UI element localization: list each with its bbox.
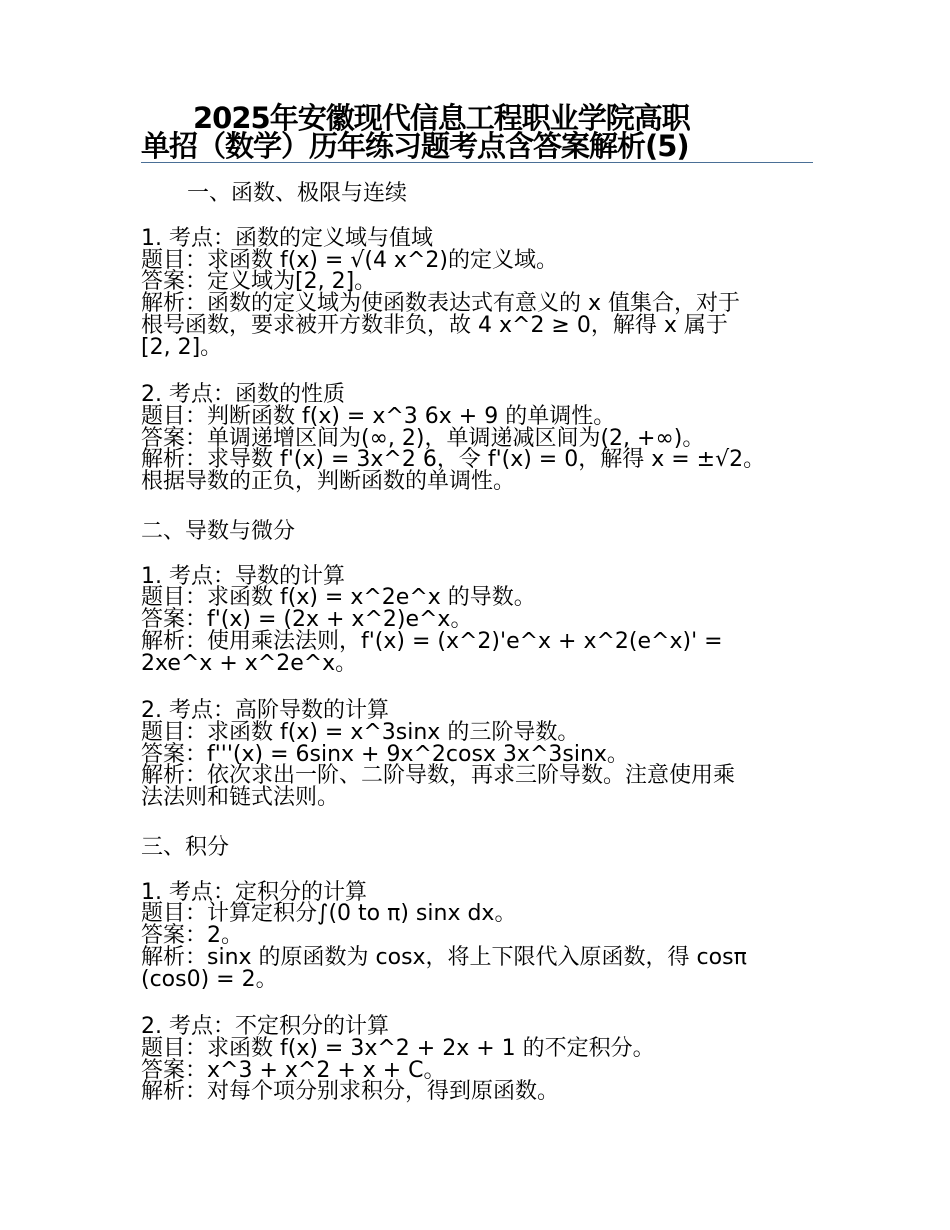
question-block — [141, 1016, 813, 1103]
section-heading-integrals: 三、积分 — [141, 834, 230, 860]
analysis-line: (cos0) = 2。 — [141, 966, 278, 992]
question-block — [141, 228, 813, 358]
topic-line: 2. 考点：函数的性质 — [141, 382, 345, 408]
answer-line: 答案：x^3 + x^2 + x + C。 — [141, 1057, 446, 1083]
topic-line: 2. 考点：高阶导数的计算 — [141, 698, 389, 724]
answer-line: 答案：f'''(x) = 6sinx + 9x^2cosx 3x^3sinx。 — [141, 741, 629, 767]
document-title — [141, 101, 813, 163]
question-block — [141, 563, 813, 676]
analysis-line: 解析：sinx 的原函数为 cosx，将上下限代入原函数，得 cosπ — [141, 944, 747, 970]
document-page — [141, 101, 813, 1129]
answer-line: 答案：定义域为[2, 2]。 — [141, 269, 377, 295]
question-block — [141, 879, 813, 992]
analysis-line: 解析：使用乘法法则，f'(x) = (x^2)'e^x + x^2(e^x)' = — [141, 628, 723, 654]
question-line: 题目：求函数 f(x) = x^3sinx 的三阶导数。 — [141, 719, 580, 745]
analysis-line: 根号函数，要求被开方数非负，故 4 x^2 ≥ 0，解得 x 属于 — [141, 312, 728, 338]
analysis-line: [2, 2]。 — [141, 334, 223, 360]
analysis-line: 根据导数的正负，判断函数的单调性。 — [141, 469, 516, 495]
section-heading-derivatives: 二、导数与微分 — [141, 518, 296, 544]
topic-line: 1. 考点：导数的计算 — [141, 563, 345, 589]
title-line-1: 2025年安徽现代信息工程职业学院高职 — [193, 101, 690, 135]
question-block — [141, 384, 813, 493]
question-block — [141, 700, 813, 809]
section-heading-functions: 一、函数、极限与连续 — [187, 181, 408, 206]
analysis-line: 解析：依次求出一阶、二阶导数，再求三阶导数。注意使用乘 — [141, 763, 736, 789]
analysis-line: 法法则和链式法则。 — [141, 785, 340, 811]
answer-line: 答案：f'(x) = (2x + x^2)e^x。 — [141, 607, 473, 633]
question-line: 题目：求函数 f(x) = √(4 x^2)的定义域。 — [141, 247, 558, 273]
question-line: 题目：求函数 f(x) = 3x^2 + 2x + 1 的不定积分。 — [141, 1035, 655, 1061]
topic-line: 2. 考点：不定积分的计算 — [141, 1014, 389, 1040]
question-line: 题目：计算定积分∫(0 to π) sinx dx。 — [141, 901, 517, 927]
analysis-line: 解析：函数的定义域为使函数表达式有意义的 x 值集合，对于 — [141, 291, 741, 317]
topic-line: 1. 考点：定积分的计算 — [141, 879, 367, 905]
question-line: 题目：求函数 f(x) = x^2e^x 的导数。 — [141, 585, 536, 611]
question-line: 题目：判断函数 f(x) = x^3 6x + 9 的单调性。 — [141, 403, 616, 429]
answer-line: 答案：2。 — [141, 923, 243, 949]
analysis-line: 解析：对每个项分别求积分，得到原函数。 — [141, 1079, 560, 1105]
analysis-line: 2xe^x + x^2e^x。 — [141, 650, 358, 676]
title-line-2: 单招（数学）历年练习题考点含答案解析(5) — [141, 129, 689, 163]
topic-line: 1. 考点：函数的定义域与值域 — [141, 226, 433, 251]
answer-line: 答案：单调递增区间为(∞, 2)，单调递减区间为(2, +∞)。 — [141, 425, 705, 451]
analysis-line: 解析：求导数 f'(x) = 3x^2 6，令 f'(x) = 0，解得 x = ±√2。 — [141, 447, 766, 473]
